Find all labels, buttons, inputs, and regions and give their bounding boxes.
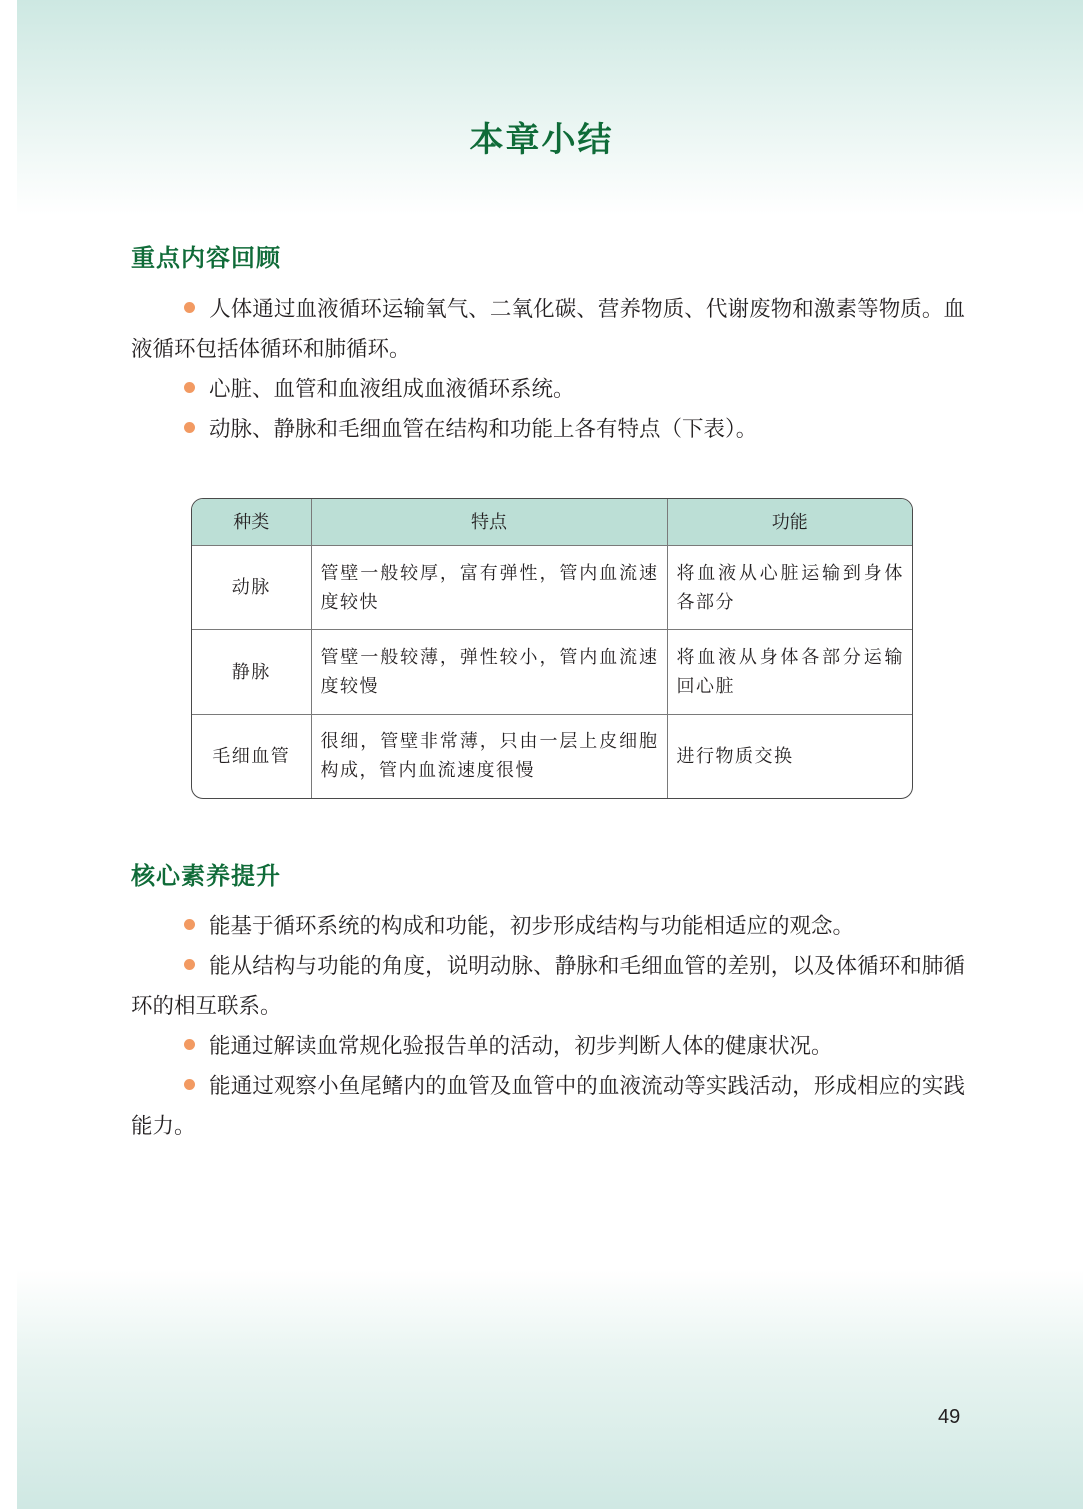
bullet-dot-icon <box>184 959 195 970</box>
competency-item-2: 能从结构与功能的角度，说明动脉、静脉和毛细血管的差别，以及体循环和肺循环的相互联系。 <box>131 954 965 1019</box>
table-cell-feature: 管壁一般较厚，富有弹性，管内血流速度较快 <box>311 546 667 630</box>
table-header-feature: 特点 <box>311 499 667 546</box>
table-cell-kind: 动脉 <box>192 546 311 630</box>
bullet-dot-icon <box>184 919 195 930</box>
bullet-dot-icon <box>184 1039 195 1050</box>
table-cell-feature: 管壁一般较薄，弹性较小，管内血流速度较慢 <box>311 630 667 714</box>
table-cell-function: 进行物质交换 <box>667 714 912 798</box>
vessel-comparison-table <box>191 498 913 799</box>
competency-item-4: 能通过观察小鱼尾鳍内的血管及血管中的血液流动等实践活动，形成相应的实践能力。 <box>131 1074 965 1139</box>
table-row <box>192 714 912 798</box>
review-item-3: 动脉、静脉和毛细血管在结构和功能上各有特点（下表）。 <box>184 410 757 450</box>
table-row <box>192 546 912 630</box>
competency-item-3: 能通过解读血常规化验报告单的活动，初步判断人体的健康状况。 <box>184 1027 833 1067</box>
table-header-function: 功能 <box>667 499 912 546</box>
section-heading-review: 重点内容回顾 <box>131 244 281 272</box>
table-cell-function: 将血液从心脏运输到身体各部分 <box>667 546 912 630</box>
section-heading-competency: 核心素养提升 <box>131 862 281 890</box>
table-cell-feature: 很细，管壁非常薄，只由一层上皮细胞构成，管内血流速度很慢 <box>311 714 667 798</box>
table-cell-kind: 静脉 <box>192 630 311 714</box>
table-row <box>192 630 912 714</box>
table-cell-kind: 毛细血管 <box>192 714 311 798</box>
bullet-dot-icon <box>184 382 195 393</box>
table-header-kind: 种类 <box>192 499 311 546</box>
table-header-row <box>192 499 912 546</box>
review-item-1: 人体通过血液循环运输氧气、二氧化碳、营养物质、代谢废物和激素等物质。血液循环包括体循环和肺循环。 <box>131 297 965 362</box>
bullet-dot-icon <box>184 1079 195 1090</box>
table-cell-function: 将血液从身体各部分运输回心脏 <box>667 630 912 714</box>
bullet-dot-icon <box>184 422 195 433</box>
competency-item-1: 能基于循环系统的构成和功能，初步形成结构与功能相适应的观念。 <box>184 907 854 947</box>
chapter-title: 本章小结 <box>469 120 614 160</box>
bullet-dot-icon <box>184 302 195 313</box>
page-number: 49 <box>938 1406 961 1428</box>
review-item-2: 心脏、血管和血液组成血液循环系统。 <box>184 370 575 410</box>
